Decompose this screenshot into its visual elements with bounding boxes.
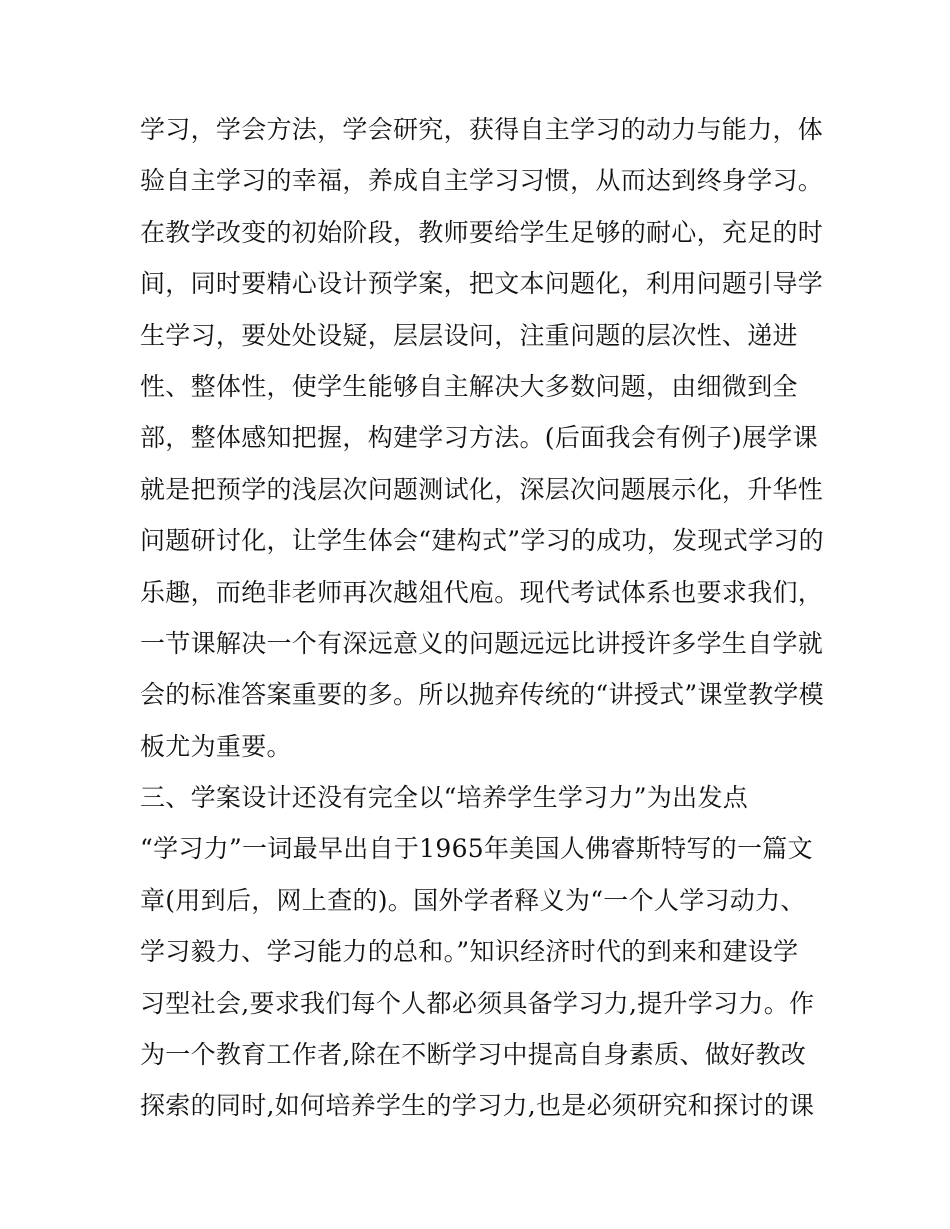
text-line: 部，整体感知把握，构建学习方法。(后面我会有例子)展学课	[140, 423, 818, 453]
text-line: 习型社会,要求我们每个人都必须具备学习力,提升学习力。作	[140, 988, 815, 1018]
text-line: 会的标准答案重要的多。所以抛弃传统的“讲授式”课堂教学模	[140, 680, 824, 710]
text-line: 在教学改变的初始阶段，教师要给学生足够的耐心，充足的时	[140, 217, 824, 247]
text-line: 间，同时要精心设计预学案，把文本问题化，利用问题引导学	[140, 269, 824, 299]
text-line: 就是把预学的浅层次问题测试化，深层次问题展示化，升华性	[140, 474, 824, 504]
text-line: 一节课解决一个有深远意义的问题远远比讲授许多学生自学就	[140, 628, 824, 658]
text-line: 学习，学会方法，学会研究，获得自主学习的动力与能力，体	[140, 115, 824, 144]
section-heading: 三、学案设计还没有完全以“培养学生学习力”为出发点	[140, 783, 749, 813]
text-line: 性、整体性，使学生能够自主解决大多数问题，由细微到全	[140, 371, 798, 401]
text-line: 探索的同时,如何培养学生的学习力,也是必须研究和探讨的课	[140, 1091, 815, 1121]
text-line: “学习力”一词最早出自于1965年美国人佛睿斯特写的一篇文	[140, 834, 813, 864]
text-line: 验自主学习的幸福，养成自主学习习惯，从而达到终身学习。	[140, 166, 824, 196]
body-text	[140, 104, 830, 1132]
text-line: 生学习，要处处设疑，层层设问，注重问题的层次性、递进	[140, 320, 798, 350]
text-line: 学习毅力、学习能力的总和。”知识经济时代的到来和建设学	[140, 937, 799, 967]
text-line: 板尤为重要。	[140, 731, 292, 761]
text-line: 章(用到后，网上查的)。国外学者释义为“一个人学习动力、	[140, 885, 806, 915]
text-line: 乐趣，而绝非老师再次越俎代庖。现代考试体系也要求我们，	[140, 577, 824, 607]
text-line: 为一个教育工作者,除在不断学习中提高自身素质、做好教改	[140, 1040, 807, 1070]
text-line: 问题研讨化，让学生体会“建构式”学习的成功，发现式学习的	[140, 526, 824, 556]
